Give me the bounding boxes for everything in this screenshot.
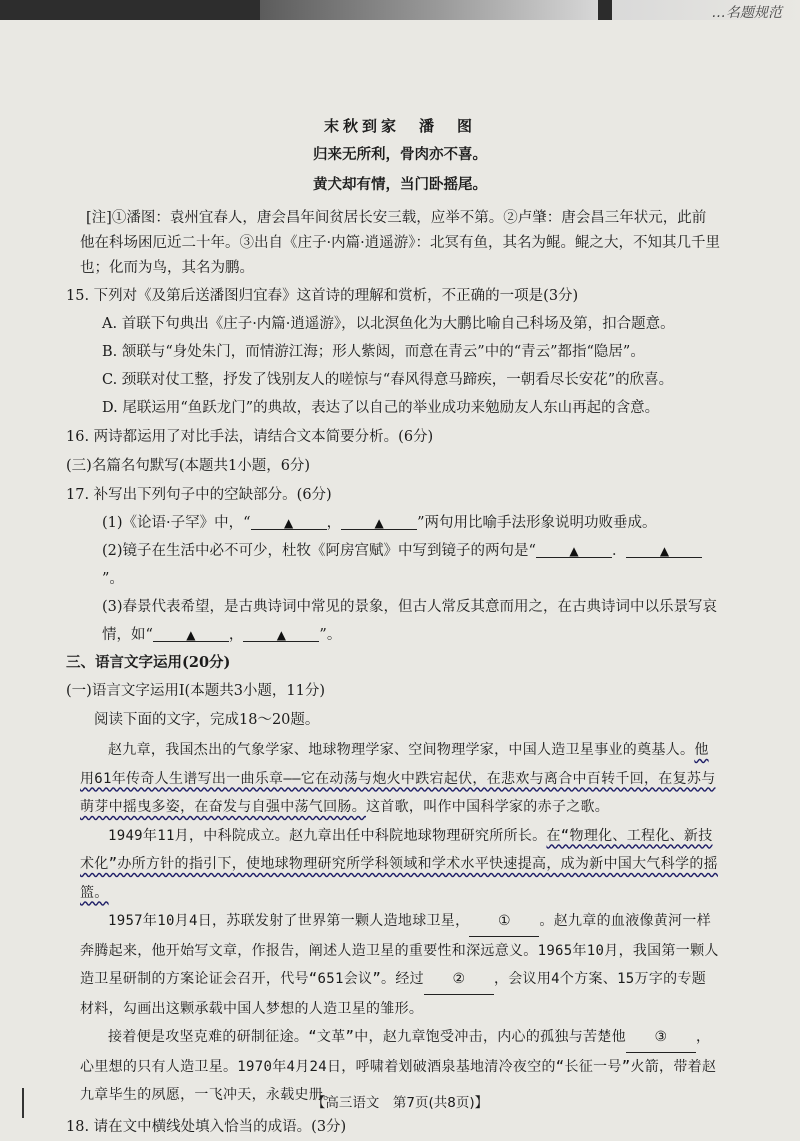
passage-paragraph-3: 1957年10月4日，苏联发射了世界第一颗人造地球卫星， ① 。赵九章的血液像黄河一样奔腾起来，他开始写文章，作报告，阐述人造卫星的重要性和深远意义。1965年10月，我国第一颗人造卫星研制的方案论证会召开，代号“651会议”。经过 ② ，会议用4个方案、15万字的专题材料，勾画出这颗承载中国人梦想的人造卫星的雏形。 bbox=[80, 907, 720, 1023]
top-scan-band bbox=[0, 0, 800, 20]
scan-shadow bbox=[0, 0, 260, 20]
question-15-option-b: B. 颔联与“身处朱门，而情游江海；形人紫闼，而意在青云”中的“青云”都指“隐居”。 bbox=[102, 344, 645, 360]
question-17-stem: 17. 补写出下列句子中的空缺部分。(6分) bbox=[66, 487, 332, 503]
triangle-icon: ▲ bbox=[186, 628, 196, 642]
page-footer: 【高三语文 第7页(共8页)】 bbox=[311, 1095, 489, 1111]
passage-paragraph-2: 1949年11月，中科院成立。赵九章出任中科院地球物理研究所所长。在“物理化、工程化、新技术化”办所方针的指引下，使地球物理研究所学科领域和学术水平快速提高，成为新中国大气科学的摇篮。 bbox=[80, 827, 718, 901]
subsection-1-heading: (一)语言文字运用Ⅰ(本题共3小题，11分) bbox=[66, 683, 326, 699]
triangle-icon: ▲ bbox=[276, 628, 287, 642]
reading-instruction: 阅读下面的文字，完成18～20题。 bbox=[94, 712, 320, 728]
answer-blank[interactable] bbox=[251, 509, 327, 530]
part-3-heading: 三、语言文字运用(20分) bbox=[66, 654, 231, 671]
question-16: 16. 两诗都运用了对比手法，请结合文本简要分析。(6分) bbox=[66, 429, 434, 445]
reading-passage bbox=[80, 736, 720, 1110]
idiom-gap-1[interactable]: ① bbox=[469, 907, 539, 937]
poem-line-2: 黄犬却有情，当门卧摇尾。 bbox=[313, 176, 487, 193]
scan-notch bbox=[598, 0, 612, 20]
answer-blank[interactable] bbox=[153, 621, 229, 642]
question-17-item-3: (3)春景代表希望，是古典诗词中常见的景象，但古人常反其意而用之，在古典诗词中以乐景写哀情，如“ ▲ ， ▲ ”。 bbox=[102, 599, 718, 643]
answer-blank[interactable] bbox=[341, 509, 417, 530]
question-17-item-1: (1)《论语·子罕》中，“ ▲ ， ▲ ”两句用比喻手法形象说明功败垂成。 bbox=[80, 509, 720, 537]
triangle-icon: ▲ bbox=[569, 544, 579, 558]
question-15-option-a: A. 首联下句典出《庄子·内篇·逍遥游》，以北溟鱼化为大鹏比喻自己科场及第，扣合题意。 bbox=[102, 316, 675, 332]
idiom-gap-3[interactable]: ③ bbox=[626, 1023, 696, 1053]
answer-blank[interactable] bbox=[243, 621, 319, 642]
question-17-item-2: (2)镜子在生活中必不可少，杜牧《阿房宫赋》中写到镜子的两句是“ ▲ ． ▲”。 bbox=[80, 537, 720, 593]
wavy-underlined-sentence: 在“物理化、工程化、新技术化”办所方针的指引下，使地球物理研究所学科领域和学术水平快速提高，成为新中国大气科学的摇篮。 bbox=[80, 827, 718, 901]
triangle-icon: ▲ bbox=[659, 544, 670, 558]
answer-blank[interactable] bbox=[626, 537, 702, 558]
passage-paragraph-4: 接着便是攻坚克难的研制征途。“文革”中，赵九章饱受冲击，内心的孤独与苦楚他 ③ ，心里想的只有人造卫星。1970年4月24日，呼啸着划破酒泉基地清冷夜空的“长征一号”火箭，带着赵九章毕生的夙愿，一飞冲天，永载史册。 bbox=[80, 1023, 720, 1110]
question-15-option-d: D. 尾联运用“鱼跃龙门”的典故，表达了以自己的举业成功来勉励友人东山再起的含意。 bbox=[102, 400, 660, 416]
poem-line-1: 归来无所利，骨肉亦不喜。 bbox=[313, 146, 487, 163]
answer-blank[interactable] bbox=[536, 537, 612, 558]
triangle-icon: ▲ bbox=[283, 516, 294, 530]
triangle-icon: ▲ bbox=[374, 516, 384, 530]
exam-page bbox=[66, 112, 720, 1141]
corner-note: …名题规范 bbox=[712, 5, 782, 21]
idiom-gap-2[interactable]: ② bbox=[424, 965, 494, 995]
passage-paragraph-1: 赵九章，我国杰出的气象学家、地球物理学家、空间物理学家，中国人造卫星事业的奠基人。他用61年传奇人生谱写出一曲乐章——它在动荡与炮火中跌宕起伏，在悲欢与离合中百转千回，在复苏与萌芽中摇曳多姿，在奋发与自强中荡气回肠。这首歌，叫作中国科学家的赤子之歌。 bbox=[80, 742, 716, 815]
question-15-option-c: C. 颈联对仗工整，抒发了饯别友人的嗟惊与“春风得意马蹄疾，一朝看尽长安花”的欣喜。 bbox=[102, 372, 674, 388]
section-3-heading: (三)名篇名句默写(本题共1小题，6分) bbox=[66, 458, 311, 474]
question-18: 18. 请在文中横线处填入恰当的成语。(3分) bbox=[66, 1118, 347, 1135]
poem-note: [注]①潘图：袁州宜春人，唐会昌年间贫居长安三载，应举不第。②卢肇：唐会昌三年状元，此前他在科场困厄近二十年。③出自《庄子·内篇·逍遥游》：北冥有鱼，其名为鲲。鲲之大，不知其几千里也；化而为鸟，其名为鹏。 bbox=[80, 210, 720, 276]
wavy-underlined-sentence: 他用61年传奇人生谱写出一曲乐章——它在动荡与炮火中跌宕起伏，在悲欢与离合中百转千回，在复苏与萌芽中摇曳多姿，在奋发与自强中荡气回肠。 bbox=[80, 742, 716, 815]
question-15-stem: 15. 下列对《及第后送潘图归宜春》这首诗的理解和赏析，不正确的一项是(3分) bbox=[66, 288, 579, 304]
poem-title: 末秋到家 潘 图 bbox=[323, 117, 476, 135]
